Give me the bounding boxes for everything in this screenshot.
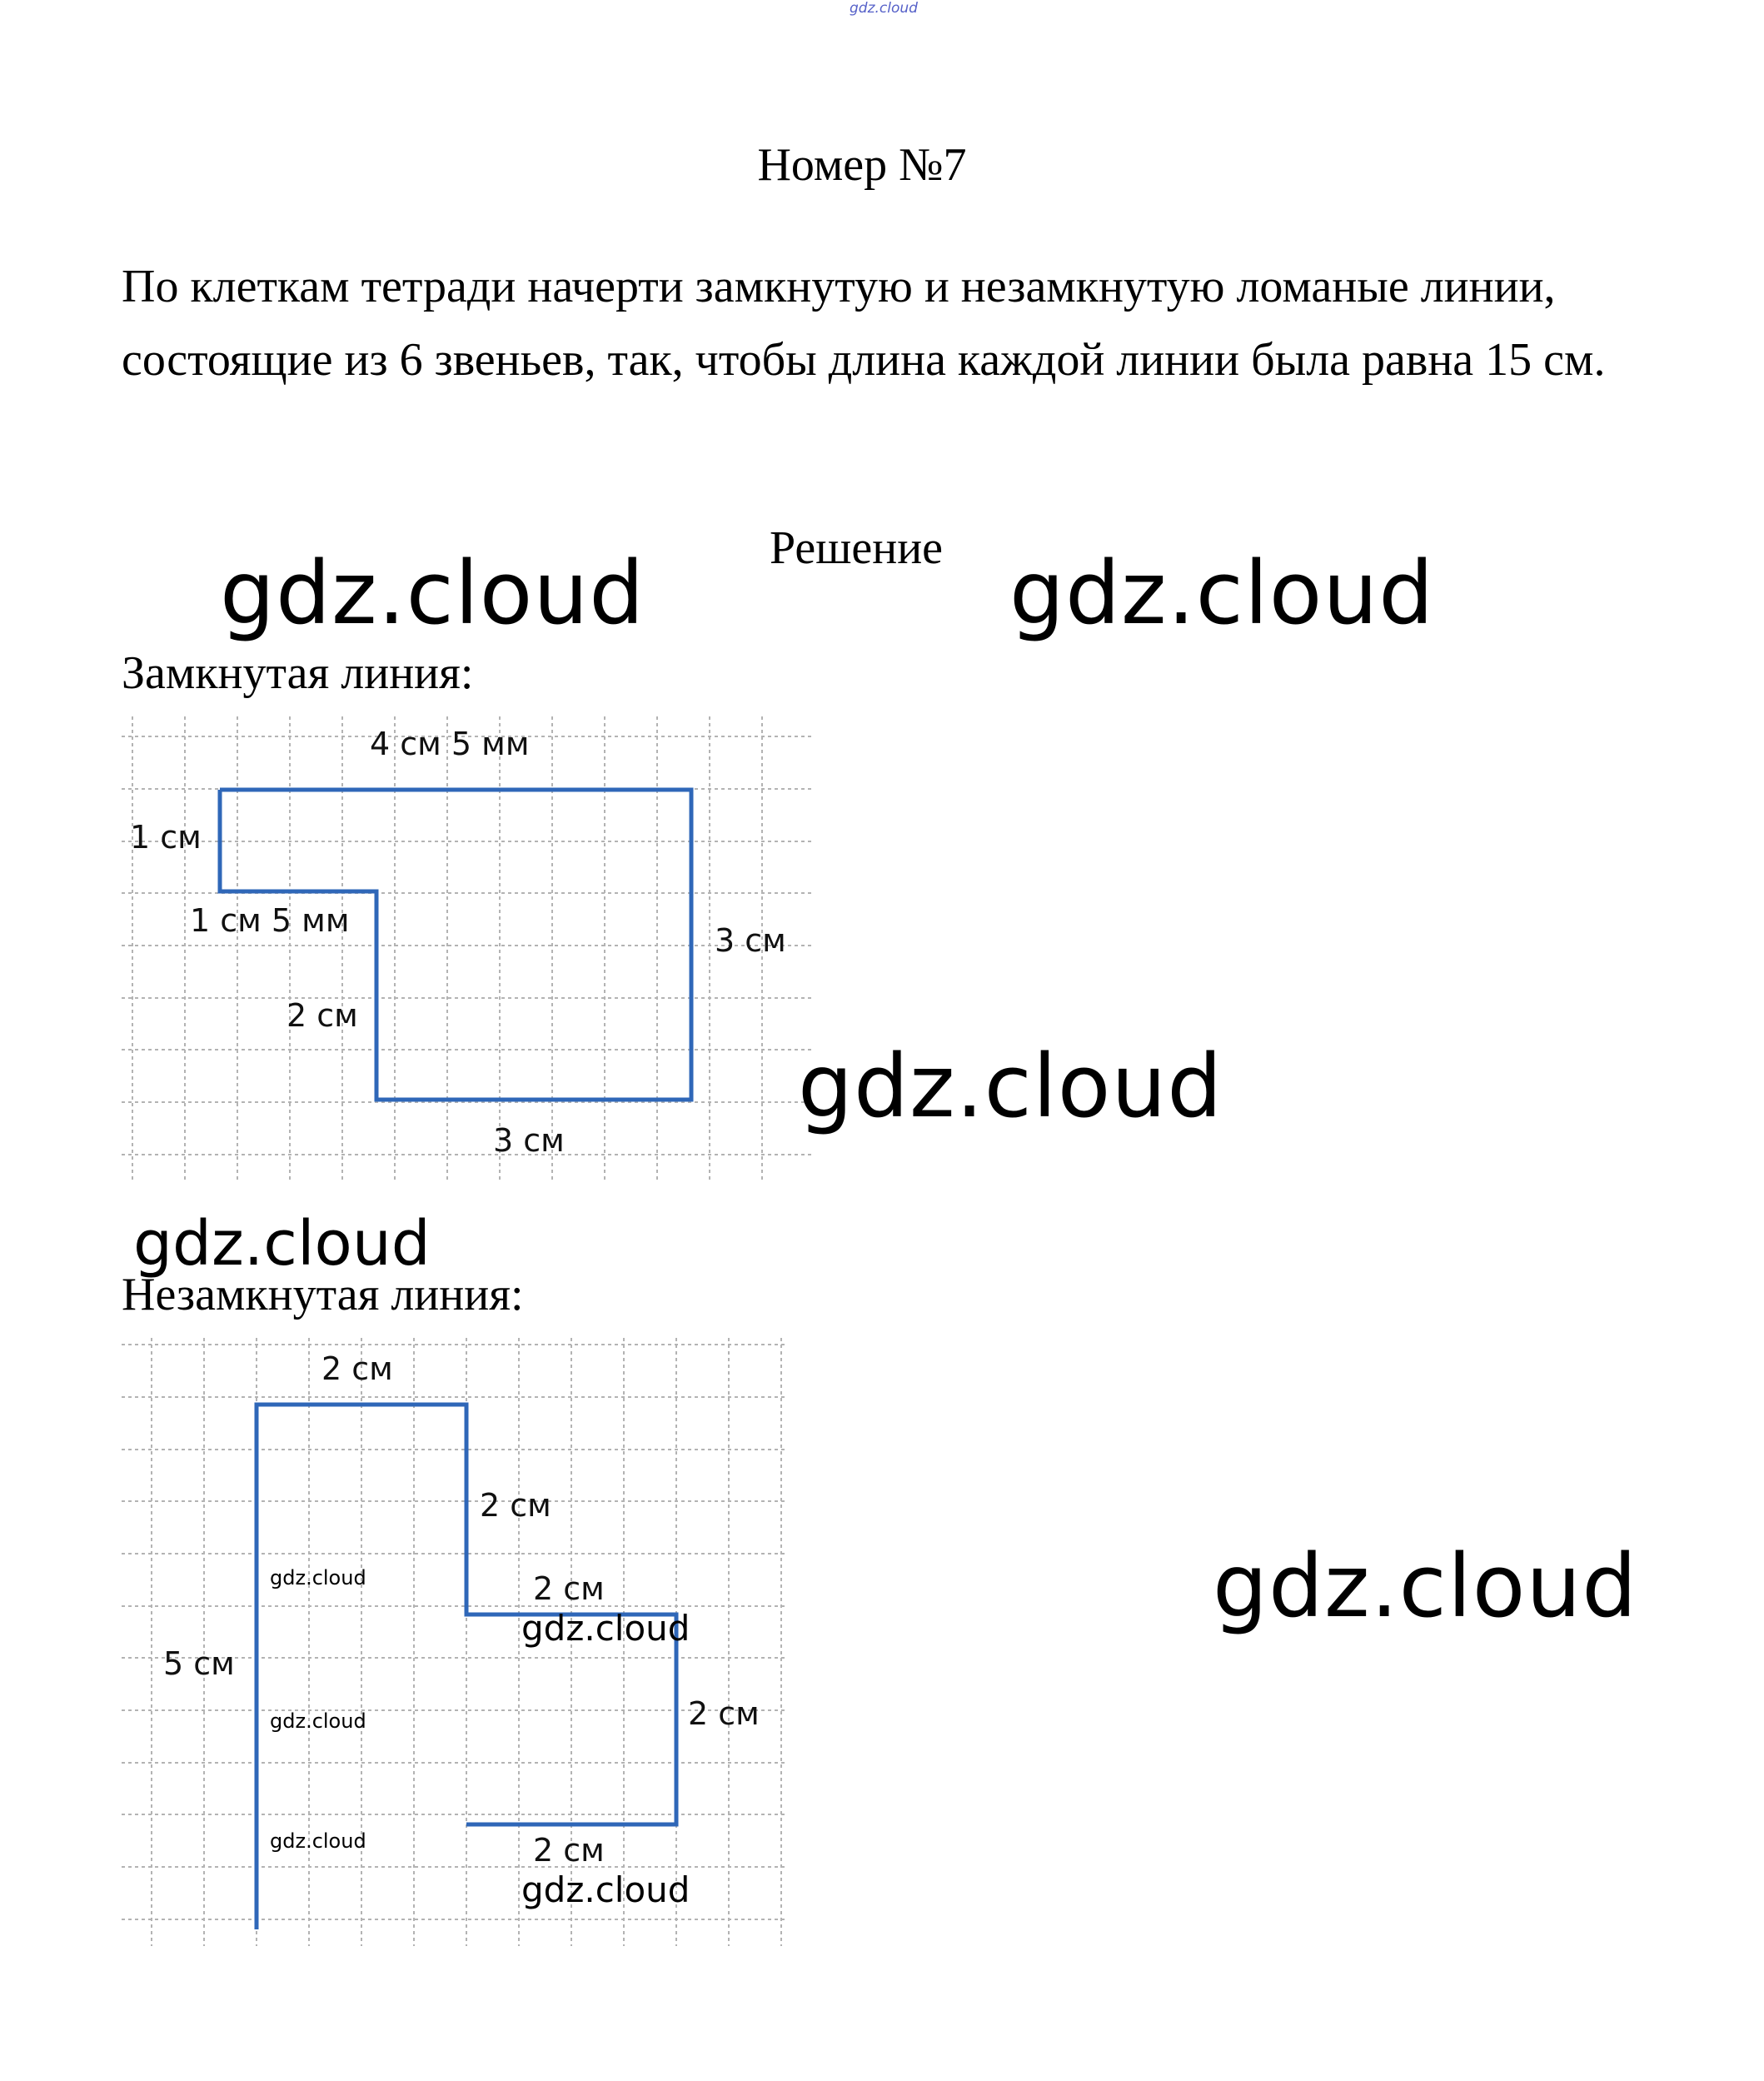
watermark: gdz.cloud <box>270 1829 366 1853</box>
watermark: gdz.cloud <box>1213 1535 1638 1637</box>
segment-label: 2 см <box>287 997 358 1034</box>
watermark: gdz.cloud <box>133 1208 431 1280</box>
watermark: gdz.cloud <box>521 1608 690 1649</box>
segment-label: 2 см <box>533 1570 605 1607</box>
segment-label: 3 см <box>715 922 786 959</box>
closed-line-label: Замкнутая линия: <box>122 647 474 699</box>
solution-label: Решение <box>770 522 944 574</box>
segment-label: 5 см <box>163 1645 235 1682</box>
closed-line-figure <box>122 716 813 1183</box>
task-text: По клеткам тетради начерти замкнутую и незамкнутую ломаные линии, состоящие из 6 звеньев, так, чтобы длина каждой линии была равна 15 см. <box>122 261 1606 386</box>
grid <box>122 716 813 1183</box>
page-title: Номер №7 <box>757 139 967 191</box>
segment-label: 1 см 5 мм <box>190 902 350 939</box>
segment-label: 2 см <box>533 1832 605 1869</box>
segment-label: 4 см 5 мм <box>370 726 530 762</box>
watermark: gdz.cloud <box>220 542 645 644</box>
watermark: gdz.cloud <box>270 1709 366 1733</box>
segment-label: 3 см <box>493 1122 565 1159</box>
segment-label: 2 см <box>480 1487 551 1524</box>
watermark: gdz.cloud <box>798 1036 1223 1137</box>
watermark: gdz.cloud <box>270 1566 366 1589</box>
segment-label: 1 см <box>130 819 202 856</box>
watermark: gdz.cloud <box>521 1869 690 1910</box>
segment-label: 2 см <box>688 1695 760 1732</box>
top-watermark: gdz.cloud <box>850 0 918 17</box>
open-line-label: Незамкнутая линия: <box>122 1269 524 1320</box>
watermark: gdz.cloud <box>1009 542 1435 644</box>
segment-label: 2 см <box>321 1350 393 1387</box>
